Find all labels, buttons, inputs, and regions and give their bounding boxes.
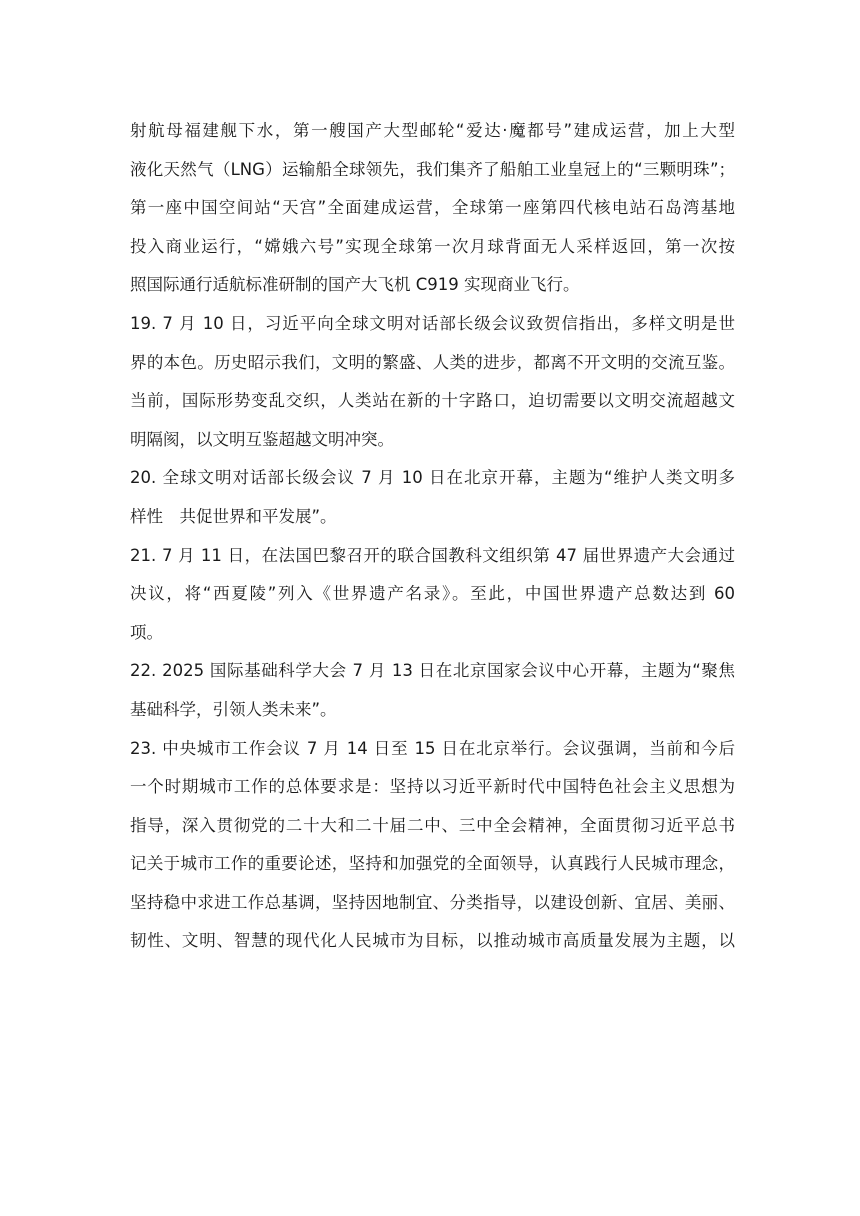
text-line: 21. 7 月 11 日，在法国巴黎召开的联合国教科文组织第 47 届世界遗产大会通过 <box>130 545 735 565</box>
text-line: 一个时期城市工作的总体要求是：坚持以习近平新时代中国特色社会主义思想为 <box>130 777 735 797</box>
text-line: 23. 中央城市工作会议 7 月 14 日至 15 日在北京举行。会议强调，当前和今后 <box>130 738 735 758</box>
text-line: 韧性、文明、智慧的现代化人民城市为目标，以推动城市高质量发展为主题，以 <box>130 931 735 951</box>
text-line: 基础科学，引领人类未来”。 <box>130 699 337 719</box>
text-line: 当前，国际形势变乱交织，人类站在新的十字路口，迫切需要以文明交流超越文 <box>130 391 735 411</box>
text-line: 样性 共促世界和平发展”。 <box>130 506 337 526</box>
text-line: 射航母福建舰下水，第一艘国产大型邮轮“爱达·魔都号”建成运营，加上大型 <box>130 121 735 140</box>
text-line: 坚持稳中求进工作总基调，坚持因地制宜、分类指导，以建设创新、宜居、美丽、 <box>130 892 735 912</box>
text-line: 液化天然气（LNG）运输船全球领先，我们集齐了船舶工业皇冠上的“三颗明珠”； <box>130 159 735 179</box>
text-line: 19. 7 月 10 日，习近平向全球文明对话部长级会议致贺信指出，多样文明是世 <box>130 313 735 333</box>
text-line: 指导，深入贯彻党的二十大和二十届二中、三中全会精神，全面贯彻习近平总书 <box>130 815 735 835</box>
text-line: 22. 2025 国际基础科学大会 7 月 13 日在北京国家会议中心开幕，主题为“聚焦 <box>130 661 735 681</box>
document-body <box>130 112 735 961</box>
text-line: 投入商业运行，“嫦娥六号”实现全球第一次月球背面无人采样返回，第一次按 <box>130 236 735 256</box>
text-line: 明隔阂，以文明互鉴超越文明冲突。 <box>130 429 394 449</box>
text-line: 照国际通行适航标准研制的国产大飞机 C919 实现商业飞行。 <box>130 275 580 295</box>
text-line: 20. 全球文明对话部长级会议 7 月 10 日在北京开幕，主题为“维护人类文明多 <box>130 468 735 488</box>
text-line: 界的本色。历史昭示我们，文明的繁盛、人类的进步，都离不开文明的交流互鉴。 <box>130 352 735 372</box>
text-line: 项。 <box>130 622 163 642</box>
text-line: 第一座中国空间站“天宫”全面建成运营，全球第一座第四代核电站石岛湾基地 <box>130 198 735 218</box>
text-line: 决议，将“西夏陵”列入《世界遗产名录》。至此，中国世界遗产总数达到 60 <box>130 584 735 604</box>
text-line: 记关于城市工作的重要论述，坚持和加强党的全面领导，认真践行人民城市理念， <box>130 854 735 874</box>
